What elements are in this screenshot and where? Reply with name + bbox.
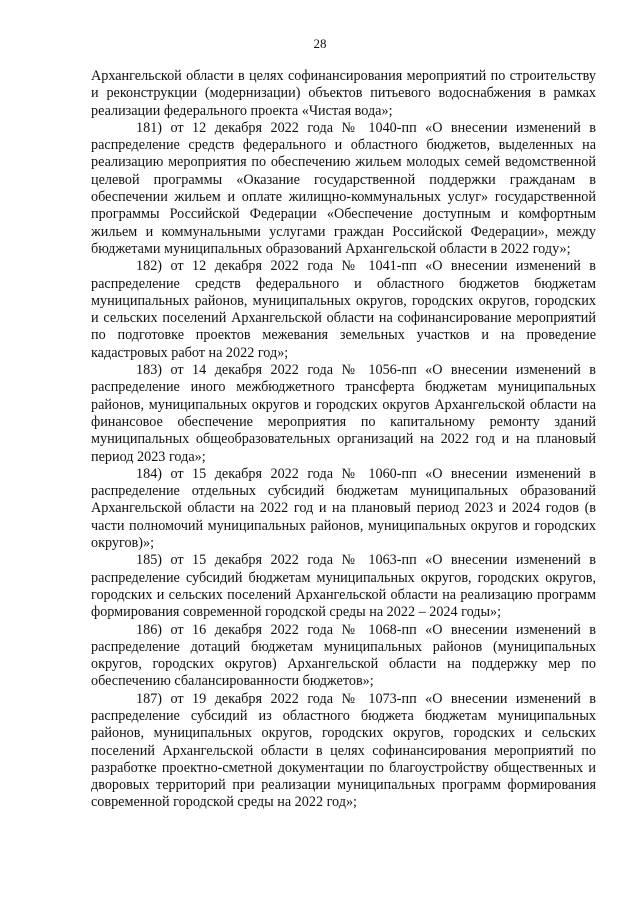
list-item-187: 187) от 19 декабря 2022 года № 1073-пп «О внесении изменений в распределение субсидий из областного бюджета бюджетам муниципальных районов, муниципальных округов, городских округов, городских и сельских поселений Архангельской области в целях софинансирования мероприятий по разработке проектно-сметной документации по благоустройству общественных и дворовых территорий при реализации муниципальных программ формирования современной городской среды на 2022 год»;: [91, 690, 596, 811]
list-item-181: 181) от 12 декабря 2022 года № 1040-пп «О внесении изменений в распределение средств федерального и областного бюджетов, выделенных на реализацию мероприятия по обеспечению жильем молодых семей ведомственной целевой программы «Оказание государственной поддержки гражданам в обеспечении жильем и оплате жилищно-коммунальных услуг» государственной программы Российской Федерации «Обеспечение доступным и комфортным жильем и коммунальными услугами граждан Российской Федерации», между бюджетами муниципальных образований Архангельской области в 2022 году»;: [91, 119, 596, 257]
list-item-186: 186) от 16 декабря 2022 года № 1068-пп «О внесении изменений в распределение дотаций бюджетам муниципальных районов (муниципальных округов, городских округов) Архангельской области на поддержку мер по обеспечению сбалансированности бюджетов»;: [91, 621, 596, 690]
paragraph-continuation: Архангельской области в целях софинансирования мероприятий по строительству и реконструкции (модернизации) объектов питьевого водоснабжения в рамках реализации федерального проекта «Чистая вода»;: [91, 68, 596, 119]
list-item-183: 183) от 14 декабря 2022 года № 1056-пп «О внесении изменений в распределение иного межбюджетного трансферта бюджетам муниципальных районов, муниципальных округов и городских округов Архангельской области на финансовое обеспечение мероприятия по капитальному ремонту зданий муниципальных общеобразовательных организаций на 2022 год и на плановый период 2023 года»;: [91, 362, 596, 465]
page-number: 28: [313, 36, 327, 51]
document-body: [91, 68, 596, 812]
list-item-184: 184) от 15 декабря 2022 года № 1060-пп «О внесении изменений в распределение отдельных субсидий бюджетам муниципальных образований Архангельской области на 2022 год и на плановый период 2023 и 2024 годов (в части полномочий муниципальных районов, муниципальных округов и городских округов)»;: [91, 465, 596, 552]
list-item-182: 182) от 12 декабря 2022 года № 1041-пп «О внесении изменений в распределение средств федерального и областного бюджетов бюджетам муниципальных районов, муниципальных округов, городских округов, городских и сельских поселений Архангельской области на софинансирование мероприятий по подготовке проектов межевания земельных участков и на проведение кадастровых работ на 2022 год»;: [91, 258, 596, 361]
list-item-185: 185) от 15 декабря 2022 года № 1063-пп «О внесении изменений в распределение субсидий бюджетам муниципальных округов, городских округов, городских и сельских поселений Архангельской области на реализацию программ формирования современной городской среды на 2022 – 2024 годы»;: [91, 552, 596, 621]
